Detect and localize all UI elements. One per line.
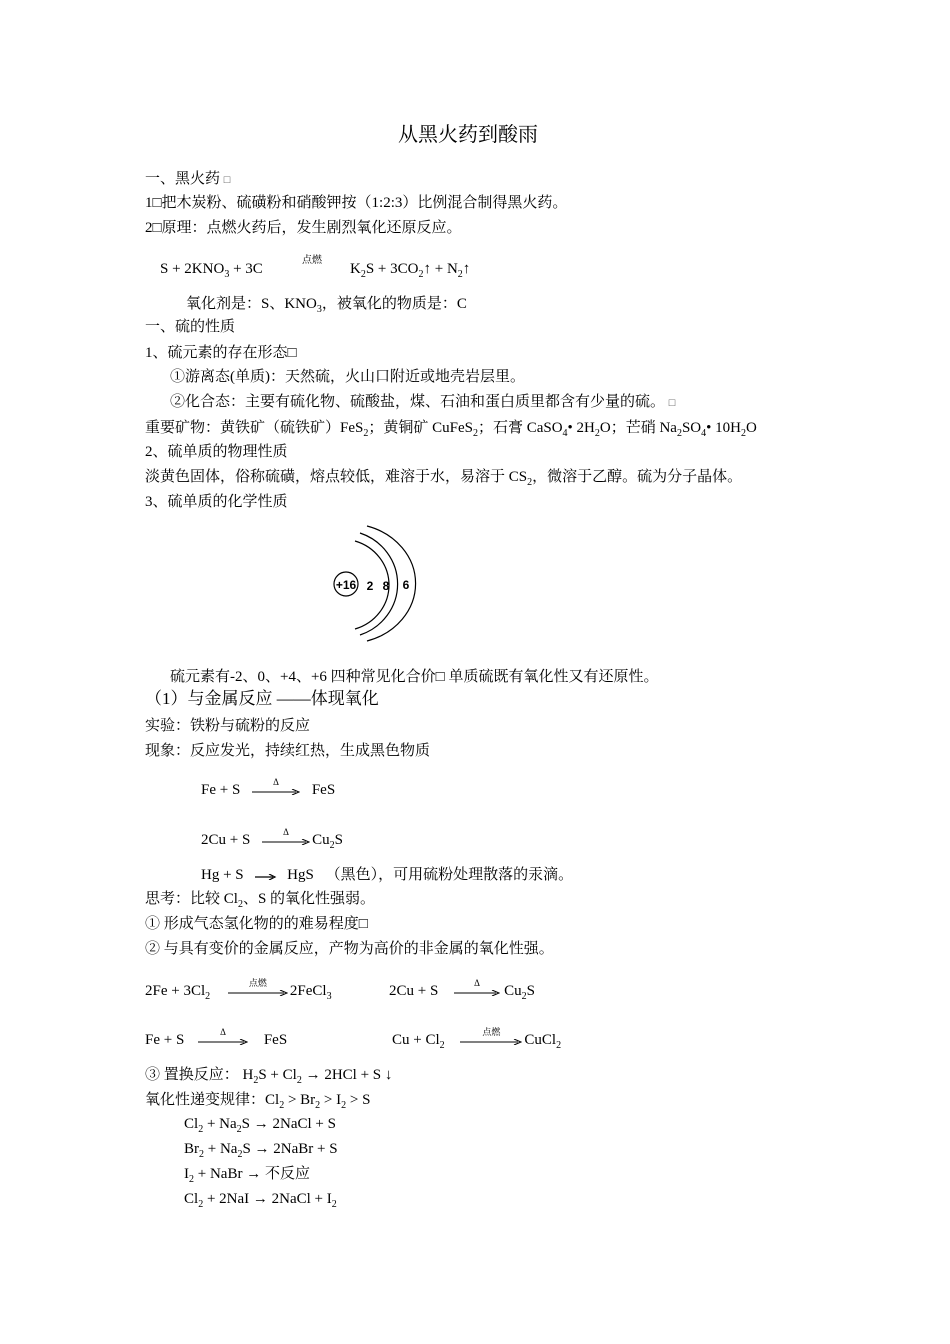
ignite-condition: 点燃 <box>302 255 322 266</box>
gunpowder-products: $K_2S$ + $3CO_2↑$ + $N_2↑$ <box>350 261 471 280</box>
equation-cu-s-2: 2Cu + S Δ $Cu_2S$ <box>389 977 535 1002</box>
chemical-properties-heading: 3、硫单质的化学性质 <box>145 494 288 510</box>
oxidation-order: 氧化性递变规律：$Cl_2 > Br_2 > I_2 > S$ <box>145 1092 371 1111</box>
metal-reaction-heading: （1）与金属反应 ——体现氧化 <box>145 689 379 708</box>
physical-properties-heading: 2、硫单质的物理性质 <box>145 444 288 460</box>
gunpowder-item-1: 1□把木炭粉、硫磺粉和硝酸钾按（1:2:3）比例混合制得黑火药。 <box>145 195 568 211</box>
equation-fe-cl2: $2Fe + 3Cl_2$ 点燃 2FeCl$_3$ <box>145 977 332 1002</box>
sulfur-free-form: ①游离态(单质)：天然硫，火山口附近或地壳岩层里。 <box>170 369 525 385</box>
think-point-1: ① 形成气态氢化物的的难易程度□ <box>145 916 368 932</box>
svg-text:6: 6 <box>402 578 410 592</box>
valence-text: 硫元素有-2、0、+4、+6 四种常见化合价□ 单质硫既有氧化性又有还原性。 <box>170 669 659 685</box>
section-heading-gunpowder: 一、黑火药 □ <box>145 171 231 187</box>
gunpowder-item-2: 2□原理：点燃火药后，发生剧烈氧化还原反应。 <box>145 220 462 236</box>
oxidant-line: 氧化剂是：S、$KNO_3$，被氧化的物质是：C <box>186 296 467 315</box>
minerals-line: 重要矿物：黄铁矿（硫铁矿）FeS$_2$；黄铜矿 CuFeS$_2$；石膏 CaSO$_4$• $2H_2O$；芒硝 $Na_2SO_4•$ $10H_2O$ <box>145 420 757 439</box>
equation-hg-s: Hg + S HgS （黑色），可用硫粉处理散落的汞滴。 <box>201 867 574 883</box>
svg-text:2: 2 <box>366 579 374 593</box>
sulfur-forms: 1、硫元素的存在形态□ <box>145 345 297 361</box>
svg-text:8: 8 <box>382 579 390 593</box>
think-question: 思考：比较 $Cl_2$、S 的氧化性强弱。 <box>145 891 376 910</box>
physical-properties-text: 淡黄色固体，俗称硫磺，熔点较低，难溶于水，易溶于 $CS_2$，微溶于乙醇。硫为分子晶体。 <box>145 469 743 488</box>
sulfur-combined-form: ②化合态：主要有硫化物、硫酸盐，煤、石油和蛋白质里都含有少量的硫。 □ <box>170 394 676 410</box>
gunpowder-equation: $S + 2KNO_3 + 3C$ <box>160 261 263 280</box>
sulfur-atom-diagram <box>325 523 425 643</box>
displacement-reaction: ③ 置换反应： $H_2S + Cl_2 \to 2HCl + S$ ↓ <box>145 1067 393 1086</box>
equation-fe-s-2: Fe + S Δ FeS <box>145 1026 288 1048</box>
experiment-text: 实验：铁粉与硫粉的反应 <box>145 718 311 734</box>
rule-equation-4: $Cl_2 + 2NaI$ → 2NaCl + $I_2$ <box>184 1191 337 1210</box>
section-heading-sulfur: 一、硫的性质 <box>145 319 236 335</box>
think-point-2: ② 与具有变价的金属反应，产物为高价的非金属的氧化性强。 <box>145 941 554 957</box>
phenomenon-text: 现象：反应发光，持续红热，生成黑色物质 <box>145 743 431 759</box>
equation-cu-cl2: $Cu + Cl_2$ 点燃 CuCl$_2$ <box>392 1026 562 1051</box>
equation-cu-s: 2Cu + S Δ $Cu_2S$ <box>201 826 343 851</box>
rule-equation-1: $Cl_2 + Na_2S$ → 2NaCl + S <box>184 1116 336 1135</box>
rule-equation-3: $I_2$ + NaBr → 不反应 <box>184 1166 310 1185</box>
rule-equation-2: $Br_2 + Na_2S$ → 2NaBr + S <box>184 1141 338 1160</box>
svg-text:+16: +16 <box>335 578 357 592</box>
equation-fe-s: Fe + S Δ FeS <box>201 776 336 798</box>
page-title: 从黑火药到酸雨 <box>398 124 538 146</box>
